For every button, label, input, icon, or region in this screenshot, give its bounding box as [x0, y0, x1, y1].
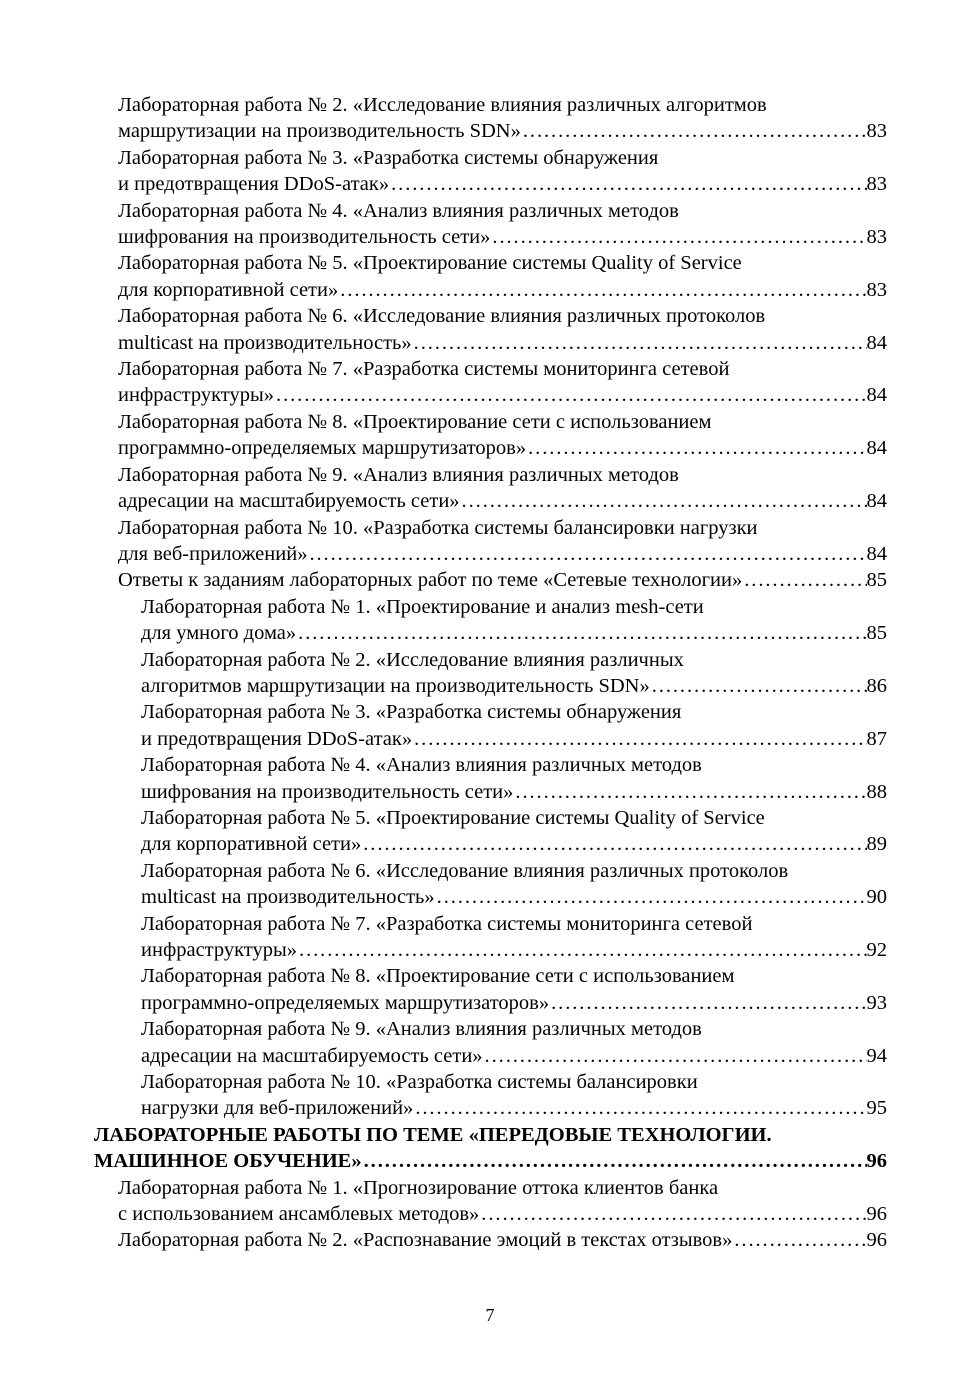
toc-entry-leader-line: [118, 488, 887, 514]
toc-entry-title-line: Лабораторная работа № 7. «Разработка системы мониторинга сетевой: [118, 358, 730, 381]
toc-entry-leader-line: [141, 884, 887, 910]
toc-entry[interactable]: [94, 752, 887, 805]
toc-page-number: 96: [866, 1150, 887, 1173]
toc-entry-title-end: для веб-приложений»: [118, 542, 308, 565]
toc-page-number: 83: [866, 120, 887, 143]
toc-page-number: 96: [866, 1203, 887, 1226]
toc-entry-title-line: Лабораторная работа № 8. «Проектирование сети с использованием: [141, 965, 735, 988]
toc-entry[interactable]: [94, 805, 887, 858]
toc-entry[interactable]: [94, 145, 887, 198]
toc-entry-title-line: Лабораторная работа № 6. «Исследование влияния различных протоколов: [118, 305, 766, 328]
toc-page-number: 94: [866, 1044, 887, 1067]
table-of-contents: [94, 92, 887, 1254]
toc-entry[interactable]: [94, 567, 887, 593]
toc-entry[interactable]: [94, 963, 887, 1016]
toc-entry-leader-line: [94, 1148, 887, 1174]
toc-entry-title-end: адресации на масштабируемость сети»: [118, 490, 460, 513]
toc-entry-title-line: Лабораторная работа № 8. «Проектирование сети с использованием: [118, 410, 712, 433]
toc-entry-title-end: multicast на производительность»: [118, 331, 412, 354]
toc-entry-leader-line: [118, 277, 887, 303]
toc-entry-title-end: инфраструктуры»: [141, 939, 298, 961]
dot-leader: [483, 1043, 867, 1069]
toc-entry[interactable]: [94, 1175, 887, 1228]
toc-entry-leader-line: [141, 1095, 887, 1121]
dot-leader: [297, 937, 866, 963]
toc-entry-leader-line: [141, 673, 887, 699]
toc-page-number: 92: [866, 939, 887, 961]
dot-leader: [361, 831, 866, 857]
dot-leader: [296, 620, 866, 646]
toc-entry-leader-line: [118, 171, 887, 197]
dot-leader: [460, 488, 867, 514]
toc-entry-title-end: маршрутизации на производительность SDN»: [118, 120, 521, 143]
toc-entry-title-line: Лабораторная работа № 6. «Исследование влияния различных протоколов: [141, 859, 789, 882]
toc-entry-title-line: ЛАБОРАТОРНЫЕ РАБОТЫ ПО ТЕМЕ «ПЕРЕДОВЫЕ ТЕХНОЛОГИИ.: [94, 1123, 772, 1146]
toc-entry-title-end: multicast на производительность»: [141, 886, 435, 909]
toc-entry[interactable]: [94, 356, 887, 409]
toc-entry-title-line: Лабораторная работа № 5. «Проектирование системы Quality of Service: [118, 252, 742, 275]
toc-page-number: 84: [866, 437, 887, 460]
toc-entry-title-line: Лабораторная работа № 3. «Разработка системы обнаружения: [141, 701, 682, 724]
dot-leader: [338, 277, 866, 303]
dot-leader: [521, 118, 867, 144]
toc-page-number: 84: [866, 490, 887, 513]
toc-page-number: 93: [866, 991, 887, 1014]
toc-entry-leader-line: [118, 1227, 887, 1253]
toc-page-number: 83: [866, 226, 887, 249]
toc-entry[interactable]: [94, 92, 887, 145]
toc-entry-title-line: Лабораторная работа № 3. «Разработка системы обнаружения: [118, 146, 659, 169]
toc-entry[interactable]: [94, 462, 887, 515]
toc-page-number: 83: [866, 278, 887, 301]
toc-entry[interactable]: [94, 911, 887, 964]
toc-entry-title-line: Лабораторная работа № 1. «Проектирование и анализ mesh-сети: [141, 595, 704, 618]
toc-page-number: 85: [866, 622, 887, 645]
toc-page-number: 83: [866, 173, 887, 196]
toc-entry-title-line: Лабораторная работа № 1. «Прогнозирование оттока клиентов банка: [118, 1176, 719, 1199]
dot-leader: [274, 382, 866, 408]
toc-entry[interactable]: [94, 303, 887, 356]
dot-leader: [490, 224, 866, 250]
toc-entry-title-end: и предотвращения DDoS-атак»: [141, 727, 413, 750]
toc-entry-leader-line: [118, 435, 887, 461]
dot-leader: [412, 330, 867, 356]
dot-leader: [513, 779, 866, 805]
dot-leader: [742, 567, 866, 593]
dot-leader: [389, 171, 866, 197]
toc-entry-title-end: шифрования на производительность сети»: [118, 226, 491, 249]
dot-leader: [526, 435, 866, 461]
toc-page-number: 90: [866, 886, 887, 909]
dot-leader: [549, 990, 866, 1016]
toc-entry-title-line: Лабораторная работа № 10. «Разработка системы балансировки: [141, 1071, 698, 1094]
toc-entry-title-end: адресации на масштабируемость сети»: [141, 1044, 483, 1067]
toc-page-number: 85: [866, 569, 887, 592]
toc-entry[interactable]: [94, 858, 887, 911]
toc-page-number: 84: [866, 384, 887, 407]
toc-entry-leader-line: [118, 118, 887, 144]
toc-entry-leader-line: [141, 831, 887, 857]
toc-entry[interactable]: [94, 1122, 887, 1175]
dot-leader: [413, 1095, 866, 1121]
toc-entry-leader-line: [118, 1201, 887, 1227]
page-number: 7: [485, 1305, 495, 1325]
toc-page-number: 96: [866, 1229, 887, 1252]
toc-entry-title-line: Лабораторная работа № 10. «Разработка системы балансировки нагрузки: [118, 516, 758, 539]
toc-entry-leader-line: [118, 330, 887, 356]
dot-leader: [650, 673, 867, 699]
toc-entry-leader-line: [118, 224, 887, 250]
toc-entry[interactable]: [94, 1016, 887, 1069]
toc-page-number: 89: [866, 833, 887, 856]
toc-entry[interactable]: [94, 699, 887, 752]
toc-entry-title-end: алгоритмов маршрутизации на производительность SDN»: [141, 674, 650, 697]
toc-page-number: 86: [866, 674, 887, 697]
toc-entry-title-line: Лабораторная работа № 9. «Анализ влияния различных методов: [118, 463, 679, 486]
toc-entry-title-line: Лабораторная работа № 4. «Анализ влияния различных методов: [141, 754, 702, 777]
toc-entry-title-end: для умного дома»: [141, 622, 297, 645]
dot-leader: [479, 1201, 866, 1227]
toc-entry-title-end: программно-определяемых маршрутизаторов»: [118, 437, 527, 460]
toc-entry-title-end: шифрования на производительность сети»: [141, 780, 514, 803]
dot-leader: [435, 884, 867, 910]
toc-entry[interactable]: [94, 250, 887, 303]
toc-entry-leader-line: [141, 937, 887, 963]
toc-entry-leader-line: [141, 726, 887, 752]
toc-entry-title-end: нагрузки для веб-приложений»: [141, 1097, 414, 1120]
toc-entry-title-end: и предотвращения DDoS-атак»: [118, 173, 390, 196]
toc-entry[interactable]: [94, 198, 887, 251]
toc-entry-title-end: Лабораторная работа № 2. «Распознавание эмоций в текстах отзывов»: [118, 1229, 733, 1252]
toc-entry-title-end: Ответы к заданиям лабораторных работ по теме «Сетевые технологии»: [118, 569, 743, 592]
toc-entry-title-line: Лабораторная работа № 2. «Исследование влияния различных: [141, 648, 684, 671]
toc-entry-leader-line: [141, 990, 887, 1016]
toc-entry-title-end: инфраструктуры»: [118, 384, 275, 407]
toc-entry-title-end: с использованием ансамблевых методов»: [118, 1203, 480, 1226]
dot-leader: [307, 541, 866, 567]
toc-entry-title-line: Лабораторная работа № 9. «Анализ влияния различных методов: [141, 1018, 702, 1041]
toc-entry-title-line: Лабораторная работа № 2. «Исследование влияния различных алгоритмов: [118, 94, 767, 116]
toc-entry-title-end: программно-определяемых маршрутизаторов»: [141, 991, 550, 1014]
toc-entry[interactable]: [94, 515, 887, 568]
toc-entry-title-line: Лабораторная работа № 5. «Проектирование системы Quality of Service: [141, 806, 765, 829]
toc-entry-title-line: Лабораторная работа № 4. «Анализ влияния различных методов: [118, 199, 679, 222]
toc-page-number: 84: [866, 331, 887, 354]
toc-entry-leader-line: [141, 1043, 887, 1069]
toc-entry-title-end: МАШИННОЕ ОБУЧЕНИЕ»: [94, 1150, 362, 1173]
toc-entry-leader-line: [118, 541, 887, 567]
toc-entry-leader-line: [118, 382, 887, 408]
toc-page-number: 84: [866, 542, 887, 565]
toc-page-number: 95: [866, 1097, 887, 1120]
toc-entry[interactable]: [94, 647, 887, 700]
dot-leader: [412, 726, 866, 752]
dot-leader: [732, 1227, 866, 1253]
toc-entry[interactable]: [94, 409, 887, 462]
toc-entry-leader-line: [141, 620, 887, 646]
toc-entry[interactable]: [94, 1227, 887, 1253]
toc-entry[interactable]: [94, 1069, 887, 1122]
dot-leader: [362, 1148, 867, 1174]
toc-entry-title-line: Лабораторная работа № 7. «Разработка системы мониторинга сетевой: [141, 912, 753, 935]
toc-entry-leader-line: [118, 567, 887, 593]
toc-entry-leader-line: [141, 779, 887, 805]
toc-page-number: 88: [866, 780, 887, 803]
toc-entry-title-end: для корпоративной сети»: [141, 833, 362, 856]
toc-entry[interactable]: [94, 594, 887, 647]
toc-entry-title-end: для корпоративной сети»: [118, 278, 339, 301]
toc-page-number: 87: [866, 727, 887, 750]
